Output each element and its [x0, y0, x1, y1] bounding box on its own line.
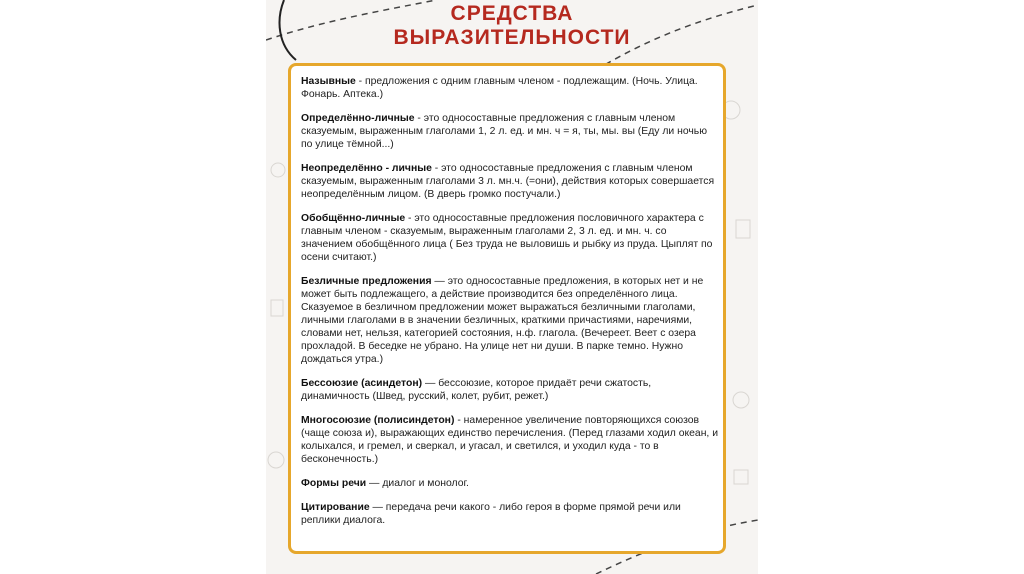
term: Назывные [301, 76, 356, 87]
definition: - намеренное увеличение повторяющихся союзов (чаще союза и), выражающих единство перечисления. (Перед глазами ходил океан, и колыхался, и гремел, и сверкал, и угасал, и светился, и уходил куда - то в бесконечность.) [301, 415, 719, 465]
term: Безличные предложения [301, 276, 432, 287]
paragraph-formy-rechi [301, 477, 721, 490]
paragraph-mnogosoyuzie [301, 414, 721, 466]
content-card [288, 63, 726, 554]
title-line-2: ВЫРАЗИТЕЛЬНОСТИ [393, 26, 631, 49]
content-body [301, 75, 721, 538]
paragraph-obobshchenno-lichnye [301, 212, 721, 264]
paragraph-bezlichnye [301, 275, 721, 366]
term: Формы речи [301, 478, 367, 489]
paragraph-neopredelenno-lichnye [301, 162, 721, 201]
term: Многосоюзие (полисиндетон) [301, 415, 455, 426]
paragraph-tsitirovanie [301, 501, 721, 527]
term: Определённо-личные [301, 113, 415, 124]
paragraph-nazyvnye [301, 75, 721, 101]
definition: - это односоставные предложения с главным членом сказуемым, выраженным глаголами 1, 2 л. ед. и мн. ч = я, ты, мы. вы (Еду ли ночью по улице тёмной...) [301, 113, 708, 150]
definition: — передача речи какого - либо героя в форме прямой речи или реплики диалога. [301, 502, 681, 526]
definition: - предложения с одним главным членом - подлежащим. (Ночь. Улица. Фонарь. Аптека.) [301, 76, 698, 100]
paragraph-bessoyuzie [301, 377, 721, 403]
page-title [266, 2, 758, 50]
definition: — бессоюзие, которое придаёт речи сжатость, динамичность (Швед, русский, колет, рубит, режет.) [301, 378, 652, 402]
term: Обобщённо-личные [301, 213, 406, 224]
term: Бессоюзие (асиндетон) [301, 378, 423, 389]
definition: - это односоставные предложения с главным членом сказуемым, выраженным глаголами 3 л. мн.ч. (=они), действия которых совершается неопределённым лицом. (В дверь громко постучали.) [301, 163, 715, 200]
definition: - это односоставные предложения пословичного характера с главным членом - сказуемым, выраженным глаголами 2, 3 л. ед. и мн. ч. со значением обобщённого лица ( Без труда не выловишь и рыбку из пруда. Цыплят по осени считают.) [301, 213, 713, 263]
title-line-1: СРЕДСТВА [450, 2, 574, 25]
definition: — это односоставные предложения, в которых нет и не может быть подлежащего, а действие производится без определённого лица. Сказуемое в безличном предложении может выражаться безличными глаголами, личными глаголами в в значении безличных, краткими причастиями, наречиями, словами нет, нельзя, категорией состояния, н.ф. глагола. (Вечереет. Веет с озера прохладой. В беседке не убрано. На улице нет ни души. В парке темно. Нужно дождаться утра.) [301, 276, 704, 365]
term: Цитирование [301, 502, 370, 513]
term: Неопределённо - личные [301, 163, 432, 174]
slide [266, 0, 758, 574]
paragraph-opredelenno-lichnye [301, 112, 721, 151]
definition: — диалог и монолог. [366, 478, 469, 489]
